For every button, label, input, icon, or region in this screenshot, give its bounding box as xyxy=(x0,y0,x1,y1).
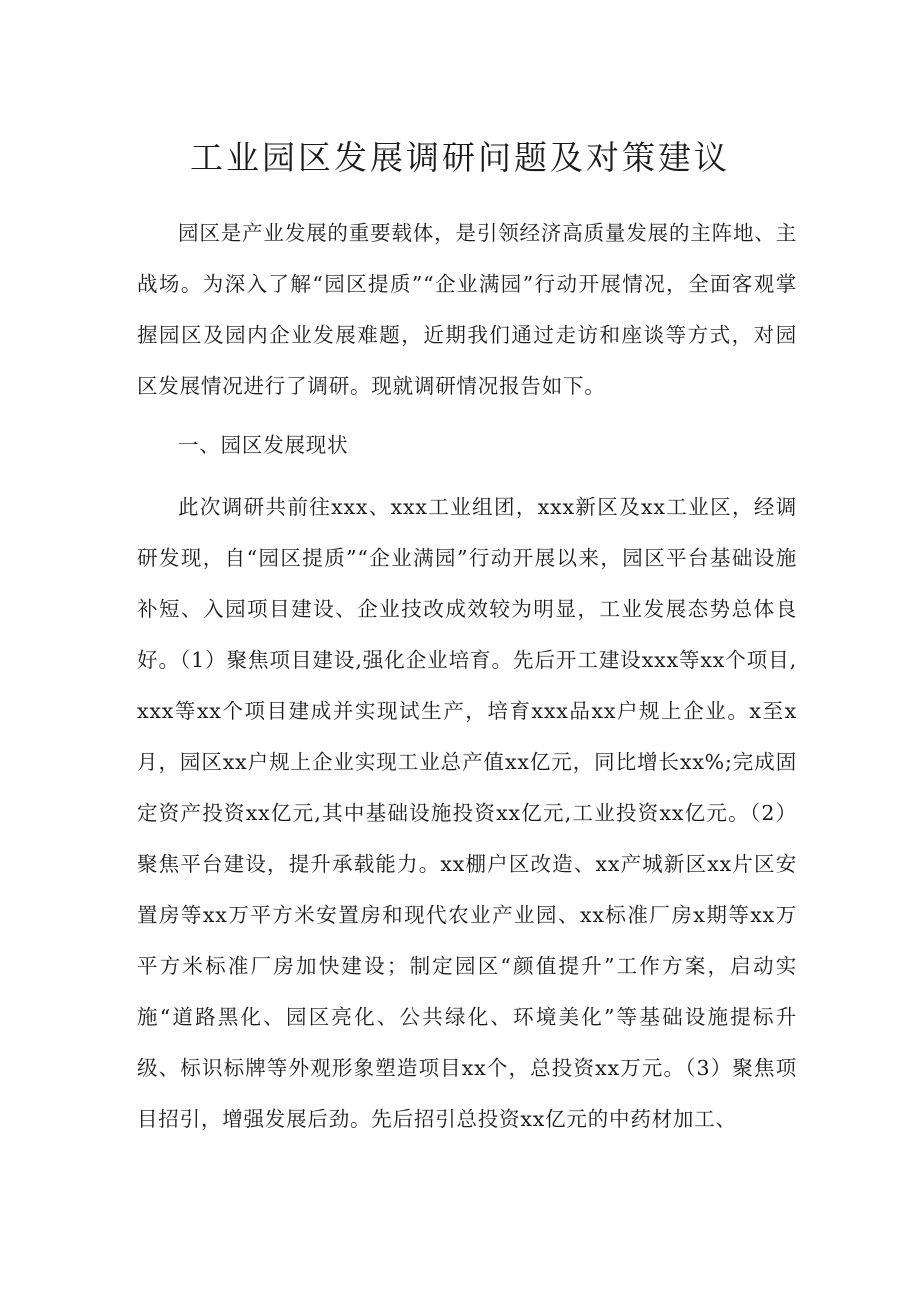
intro-paragraph: 园区是产业发展的重要载体，是引领经济高质量发展的主阵地、主战场。为深入了解“园区提质”“企业满园”行动开展情况，全面客观掌握园区及园内企业发展难题，近期我们通过走访和座谈等方式，对园区发展情况进行了调研。现就调研情况报告如下。 xyxy=(137,221,797,398)
current-status-paragraph: 此次调研共前往xxx、xxx工业组团，xxx新区及xx工业区，经调研发现，自“园区提质”“企业满园”行动开展以来，园区平台基础设施补短、入园项目建设、企业技改成效较为明显，工业发展态势总体良好。（1）聚焦项目建设,强化企业培育。先后开工建设xxx等xx个项目,xxx等xx个项目建成并实现试生产，培育xxx品xx户规上企业。x至x月，园区xx户规上企业实现工业总产值xx亿元，同比增长xx%;完成固定资产投资xx亿元,其中基础设施投资xx亿元,工业投资xx亿元。（2）聚焦平台建设，提升承载能力。xx棚户区改造、xx产城新区xx片区安置房等xx万平方米安置房和现代农业产业园、xx标准厂房x期等xx万平方米标准厂房加快建设；制定园区“颜值提升”工作方案，启动实施“道路黑化、园区亮化、公共绿化、环境美化”等基础设施提标升级、标识标牌等外观形象塑造项目xx个，总投资xx万元。（3）聚焦项目招引，增强发展后劲。先后招引总投资xx亿元的中药材加工、 xyxy=(137,495,797,1131)
section-heading-current-status: 一、园区发展现状 xyxy=(178,433,349,457)
document-title: 工业园区发展调研问题及对策建议 xyxy=(190,138,730,177)
